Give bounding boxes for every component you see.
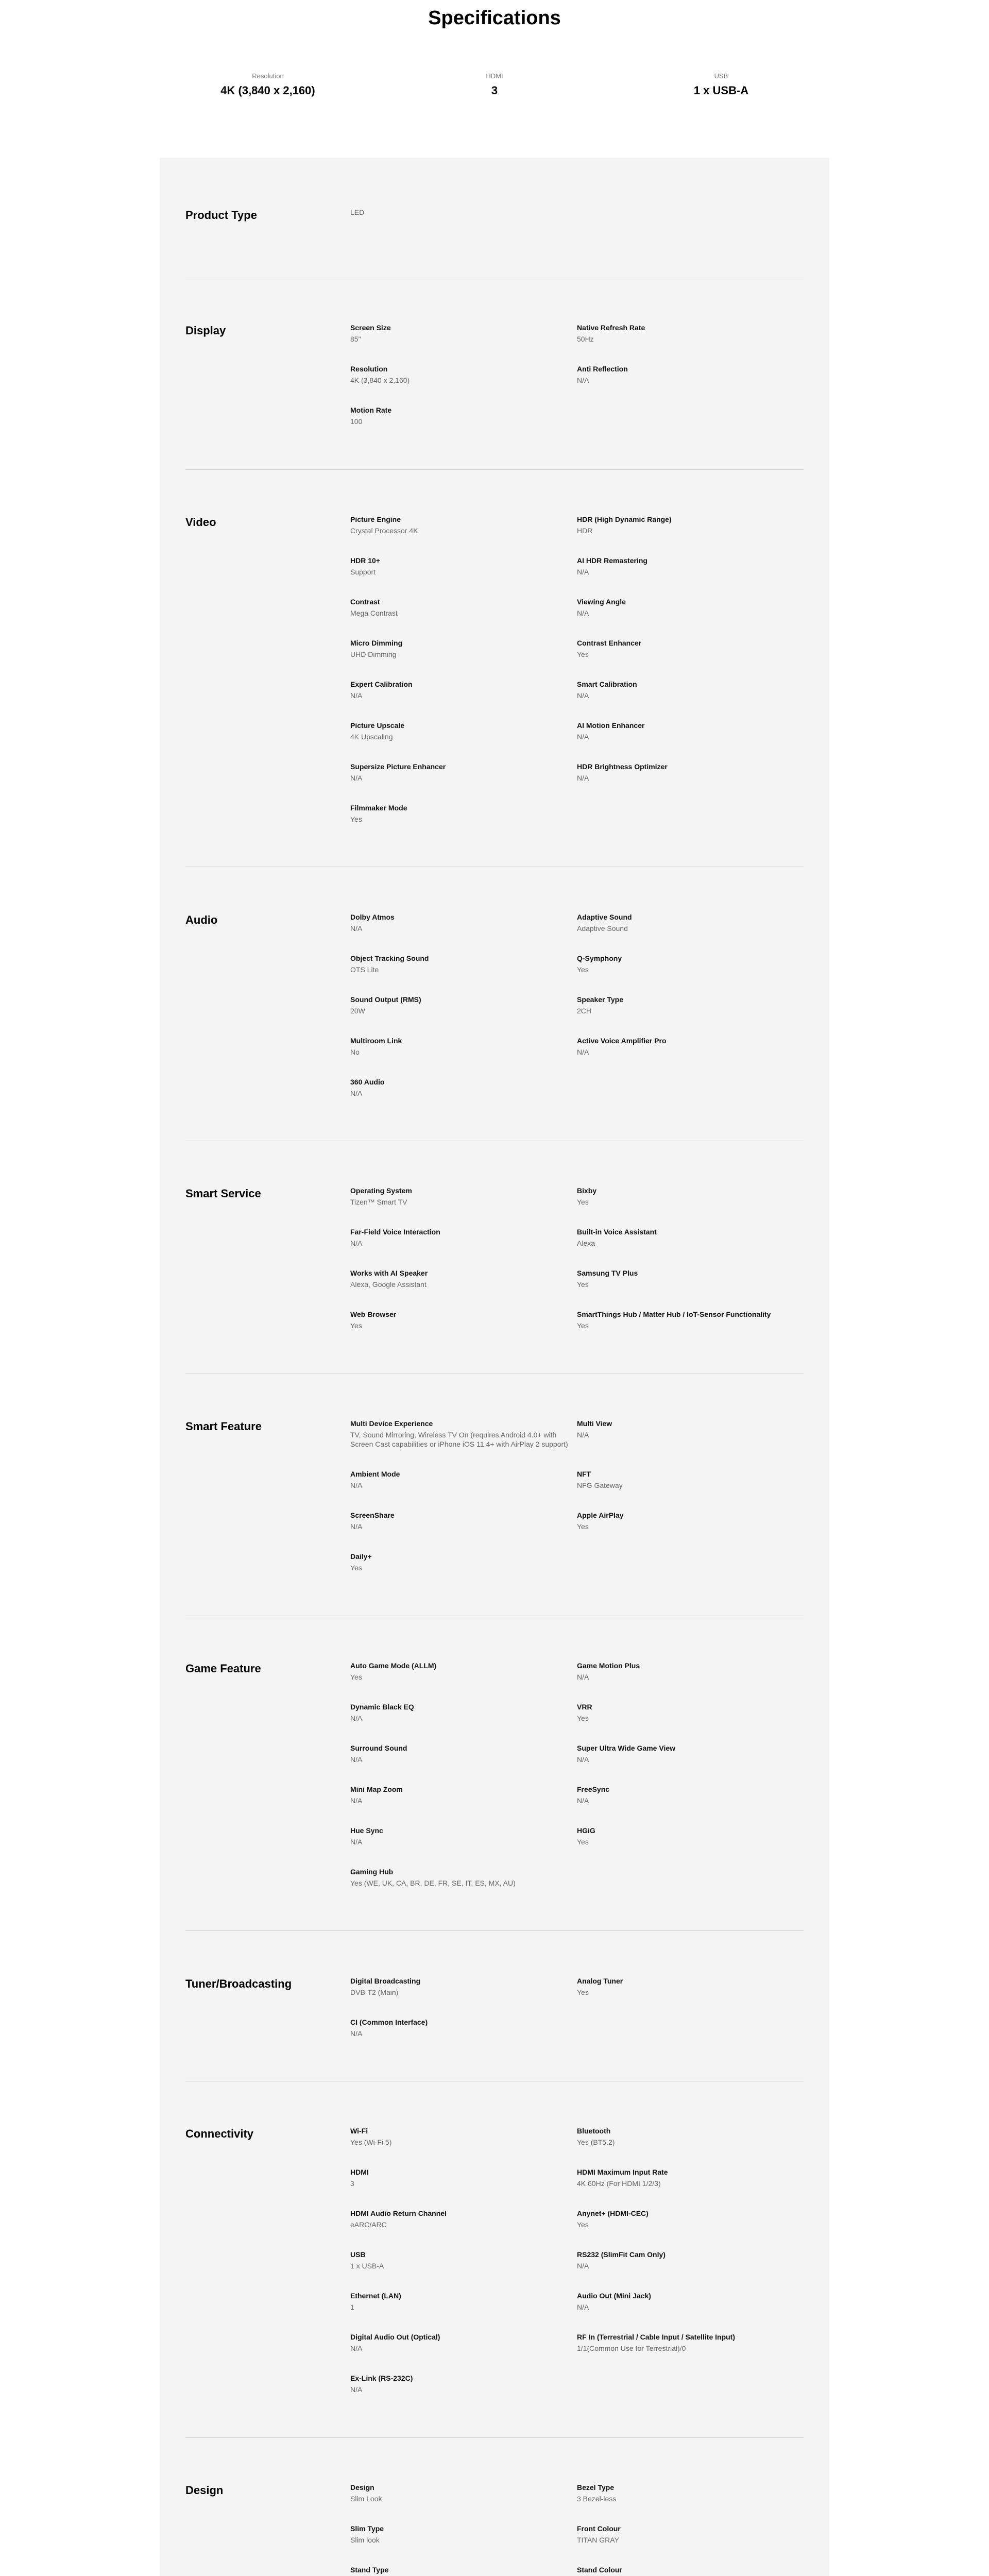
spec-value: HDR xyxy=(577,526,593,535)
spec-value: Slim Look xyxy=(350,2495,382,2503)
spec-value: Alexa xyxy=(577,1239,595,1248)
spec-value: N/A xyxy=(577,608,589,617)
spec-value: Yes xyxy=(577,1198,589,1207)
spec-item xyxy=(577,1743,804,1764)
spec-value: 50Hz xyxy=(577,335,594,344)
spec-grid xyxy=(350,515,804,824)
spec-name: Motion Rate xyxy=(350,406,392,415)
spec-name: HDR Brightness Optimizer xyxy=(577,762,668,771)
spec-value: 1 xyxy=(350,2303,354,2312)
spec-item xyxy=(350,1227,577,1248)
spec-value: 1 x USB-A xyxy=(350,2262,384,2270)
spec-item xyxy=(577,1186,804,1207)
spec-name: Super Ultra Wide Game View xyxy=(577,1743,676,1752)
spec-name: Surround Sound xyxy=(350,1743,407,1752)
spec-item xyxy=(577,1785,804,1805)
spec-grid xyxy=(350,1661,804,1888)
spec-section-game-feature xyxy=(185,1616,804,1931)
spec-value: 4K (3,840 x 2,160) xyxy=(350,376,410,385)
spec-item xyxy=(350,2565,577,2576)
spec-value: N/A xyxy=(577,773,589,782)
spec-item xyxy=(577,515,804,535)
spec-item xyxy=(577,638,804,659)
spec-name: Front Colour xyxy=(577,2524,621,2533)
spec-grid xyxy=(350,2483,804,2576)
page-title: Specifications xyxy=(428,7,561,29)
spec-name: Viewing Angle xyxy=(577,597,626,606)
spec-name: Multiroom Link xyxy=(350,1036,402,1045)
spec-item xyxy=(577,1702,804,1723)
spec-value: OTS Lite xyxy=(350,965,379,974)
spec-value: N/A xyxy=(350,2029,363,2038)
spec-name: Screen Size xyxy=(350,324,391,332)
spec-name: CI (Common Interface) xyxy=(350,2018,428,2026)
spec-item xyxy=(577,2209,804,2229)
spec-name: Q-Symphony xyxy=(577,954,622,962)
spec-item xyxy=(577,2250,804,2270)
spec-name: HDR 10+ xyxy=(350,556,380,565)
spec-item xyxy=(350,2524,577,2545)
spec-value: N/A xyxy=(350,1837,363,1846)
spec-name: Dolby Atmos xyxy=(350,912,395,921)
section-title: Design xyxy=(185,2484,224,2497)
spec-name: Anynet+ (HDMI-CEC) xyxy=(577,2209,649,2218)
spec-item xyxy=(350,1077,577,1098)
spec-value: N/A xyxy=(350,1796,363,1805)
spec-name: HDR (High Dynamic Range) xyxy=(577,515,672,523)
spec-name: Hue Sync xyxy=(350,1826,383,1835)
spec-item xyxy=(350,208,577,222)
spec-name: Digital Broadcasting xyxy=(350,1976,421,1985)
spec-name: Built-in Voice Assistant xyxy=(577,1228,657,1236)
spec-value: N/A xyxy=(577,567,589,576)
spec-value: Adaptive Sound xyxy=(577,924,628,933)
summary-item-hdmi xyxy=(381,72,608,124)
spec-value: 4K Upscaling xyxy=(350,732,393,741)
spec-value: N/A xyxy=(350,1481,363,1490)
spec-name: Anti Reflection xyxy=(577,365,628,374)
spec-name: ScreenShare xyxy=(350,1511,395,1520)
spec-item xyxy=(577,1227,804,1248)
spec-grid xyxy=(350,1186,804,1330)
spec-item xyxy=(350,1511,577,1531)
spec-value: NFG Gateway xyxy=(577,1481,623,1490)
spec-item xyxy=(577,1511,804,1531)
spec-item xyxy=(350,1785,577,1805)
spec-item xyxy=(350,1268,577,1289)
spec-value: Mega Contrast xyxy=(350,608,398,617)
spec-value: Yes xyxy=(577,650,589,658)
spec-name: Supersize Picture Enhancer xyxy=(350,762,446,771)
spec-name: Ex-Link (RS-232C) xyxy=(350,2374,413,2383)
spec-item xyxy=(577,1036,804,1057)
spec-name: Adaptive Sound xyxy=(577,912,632,921)
spec-item xyxy=(350,912,577,933)
spec-grid xyxy=(350,1419,804,1572)
spec-name: Contrast Enhancer xyxy=(577,638,642,647)
spec-name: Daily+ xyxy=(350,1552,372,1561)
spec-item xyxy=(577,2565,804,2576)
spec-name: Ethernet (LAN) xyxy=(350,2292,401,2300)
spec-name: Speaker Type xyxy=(577,995,624,1004)
summary-label: HDMI xyxy=(486,72,503,80)
spec-name: Filmmaker Mode xyxy=(350,803,407,812)
spec-value: N/A xyxy=(350,1522,363,1531)
spec-value: 3 Bezel-less xyxy=(577,2495,617,2503)
spec-item xyxy=(577,323,804,344)
spec-name: Stand Colour xyxy=(577,2566,622,2574)
spec-section-tuner-broadcasting xyxy=(185,1931,804,2081)
spec-name: Native Refresh Rate xyxy=(577,324,645,332)
spec-value: DVB-T2 (Main) xyxy=(350,1988,399,1996)
spec-value: Yes xyxy=(577,2221,589,2229)
spec-value: N/A xyxy=(577,1672,589,1681)
spec-value: N/A xyxy=(577,1796,589,1805)
spec-value: No xyxy=(350,1047,360,1056)
spec-value: TV, Sound Mirroring, Wireless TV On (requires Android 4.0+ with Screen Cast capabilities or iPhone iOS 11.4+ with AirPlay 2 support) xyxy=(350,1431,568,1449)
section-title: Smart Feature xyxy=(185,1420,262,1433)
spec-value: N/A xyxy=(577,691,589,700)
spec-item xyxy=(350,803,577,824)
spec-item xyxy=(350,680,577,700)
spec-value: Yes xyxy=(350,1564,362,1572)
spec-item xyxy=(350,2167,577,2188)
spec-section-smart-feature xyxy=(185,1374,804,1616)
spec-name: Wi-Fi xyxy=(350,2127,368,2136)
section-title: Connectivity xyxy=(185,2127,254,2141)
spec-item xyxy=(350,995,577,1015)
spec-item xyxy=(350,2483,577,2503)
section-title: Video xyxy=(185,515,216,529)
spec-value: Alexa, Google Assistant xyxy=(350,1280,427,1289)
spec-value: N/A xyxy=(350,1239,363,1248)
spec-name: Multi View xyxy=(577,1419,612,1428)
spec-value: Yes xyxy=(350,1672,362,1681)
spec-name: Bixby xyxy=(577,1187,597,1195)
spec-grid xyxy=(350,323,804,426)
spec-name: SmartThings Hub / Matter Hub / IoT-Sensor Functionality xyxy=(577,1310,771,1319)
spec-item xyxy=(350,954,577,974)
spec-item xyxy=(577,2167,804,2188)
spec-item xyxy=(577,1469,804,1490)
spec-value: N/A xyxy=(350,2385,363,2394)
spec-name: Active Voice Amplifier Pro xyxy=(577,1036,667,1045)
spec-item xyxy=(350,638,577,659)
spec-value: N/A xyxy=(577,2303,589,2312)
spec-value: 1/1(Common Use for Terrestrial)/0 xyxy=(577,2344,686,2353)
spec-value: 20W xyxy=(350,1006,365,1015)
spec-name: Design xyxy=(350,2483,374,2492)
spec-value: N/A xyxy=(577,2262,589,2270)
spec-value: Yes xyxy=(350,815,362,823)
spec-value: Crystal Processor 4K xyxy=(350,526,418,535)
spec-value: Yes xyxy=(577,1280,589,1289)
spec-value: Yes (WE, UK, CA, BR, DE, FR, SE, IT, ES, MX, AU) xyxy=(350,1878,516,1887)
spec-name: USB xyxy=(350,2250,366,2259)
spec-name: Mini Map Zoom xyxy=(350,1785,403,1793)
spec-value: N/A xyxy=(577,1047,589,1056)
summary-value: 1 x USB-A xyxy=(693,84,749,97)
spec-name: HDMI Maximum Input Rate xyxy=(577,2168,668,2177)
spec-item xyxy=(350,1702,577,1723)
spec-value: TITAN GRAY xyxy=(577,2536,619,2545)
spec-item xyxy=(350,1661,577,1682)
spec-item xyxy=(350,556,577,577)
spec-item xyxy=(577,556,804,577)
spec-name: Micro Dimming xyxy=(350,638,403,647)
spec-name: Contrast xyxy=(350,597,380,606)
spec-item xyxy=(350,1826,577,1846)
spec-item xyxy=(350,1419,577,1449)
spec-value: 100 xyxy=(350,417,363,426)
spec-item xyxy=(350,1743,577,1764)
spec-item xyxy=(350,1469,577,1490)
spec-value: N/A xyxy=(577,1755,589,1764)
spec-value: N/A xyxy=(577,376,589,385)
spec-value: Yes xyxy=(577,1321,589,1330)
spec-value: Yes xyxy=(577,1522,589,1531)
spec-name: Works with AI Speaker xyxy=(350,1269,428,1278)
spec-grid xyxy=(350,912,804,1098)
spec-name: AI Motion Enhancer xyxy=(577,721,645,730)
spec-name: Operating System xyxy=(350,1187,412,1195)
spec-item xyxy=(350,2291,577,2312)
spec-name: NFT xyxy=(577,1470,591,1479)
spec-name: Dynamic Black EQ xyxy=(350,1702,414,1711)
section-title: Product Type xyxy=(185,209,257,222)
spec-item xyxy=(350,721,577,741)
spec-item xyxy=(350,597,577,618)
spec-item xyxy=(350,1552,577,1572)
spec-name: Analog Tuner xyxy=(577,1976,623,1985)
spec-section-product-type xyxy=(185,158,804,278)
spec-name: Picture Engine xyxy=(350,515,401,523)
spec-name: Gaming Hub xyxy=(350,1867,394,1876)
spec-value: 3 xyxy=(350,2179,354,2188)
section-title: Audio xyxy=(185,913,218,926)
spec-item xyxy=(350,1186,577,1207)
spec-item xyxy=(577,364,804,385)
spec-name: Audio Out (Mini Jack) xyxy=(577,2292,651,2300)
specifications-panel xyxy=(160,158,829,2576)
spec-item xyxy=(350,2018,577,2038)
spec-value: LED xyxy=(350,208,365,217)
spec-name: Web Browser xyxy=(350,1310,397,1319)
spec-item xyxy=(350,323,577,344)
spec-item xyxy=(350,1036,577,1057)
spec-section-video xyxy=(185,470,804,868)
spec-value: N/A xyxy=(350,691,363,700)
spec-value: N/A xyxy=(350,1755,363,1764)
spec-name: Resolution xyxy=(350,365,388,374)
spec-name: Expert Calibration xyxy=(350,680,413,688)
spec-section-audio xyxy=(185,867,804,1141)
spec-value: Yes (Wi-Fi 5) xyxy=(350,2138,392,2147)
summary-item-resolution xyxy=(155,72,381,124)
spec-item xyxy=(350,762,577,783)
spec-item xyxy=(350,405,577,426)
key-specs-summary xyxy=(0,72,989,124)
spec-value: Yes xyxy=(577,1988,589,1996)
spec-name: Bezel Type xyxy=(577,2483,615,2492)
spec-item xyxy=(577,954,804,974)
spec-name: Bluetooth xyxy=(577,2127,611,2136)
spec-value: N/A xyxy=(350,1089,363,1097)
spec-item xyxy=(350,2250,577,2270)
spec-value: Yes xyxy=(577,1837,589,1846)
summary-value: 4K (3,840 x 2,160) xyxy=(220,84,315,97)
spec-section-design xyxy=(185,2438,804,2576)
spec-name: Sound Output (RMS) xyxy=(350,995,421,1004)
spec-name: RS232 (SlimFit Cam Only) xyxy=(577,2250,666,2259)
spec-item xyxy=(577,2126,804,2147)
section-title: Smart Service xyxy=(185,1187,261,1200)
spec-name: Object Tracking Sound xyxy=(350,954,429,962)
spec-item xyxy=(577,912,804,933)
section-title: Display xyxy=(185,324,226,337)
spec-item xyxy=(577,1976,804,1997)
spec-value: N/A xyxy=(350,2344,363,2353)
spec-item xyxy=(577,2291,804,2312)
section-title: Tuner/Broadcasting xyxy=(185,1977,292,1990)
spec-value: Support xyxy=(350,567,376,576)
spec-name: Smart Calibration xyxy=(577,680,637,688)
spec-value: N/A xyxy=(577,732,589,741)
spec-item xyxy=(577,1419,804,1449)
spec-value: 4K 60Hz (For HDMI 1/2/3) xyxy=(577,2179,661,2188)
spec-value: 85" xyxy=(350,335,361,344)
spec-item xyxy=(350,1867,577,1888)
summary-value: 3 xyxy=(491,84,498,97)
spec-item xyxy=(577,1310,804,1330)
spec-item xyxy=(577,721,804,741)
summary-label: Resolution xyxy=(252,72,284,80)
spec-value: Tizen™ Smart TV xyxy=(350,1198,407,1207)
spec-name: Stand Type xyxy=(350,2566,389,2574)
spec-value: Yes xyxy=(350,1321,362,1330)
spec-grid xyxy=(350,1976,804,2038)
spec-grid xyxy=(350,208,804,222)
spec-value: N/A xyxy=(350,1714,363,1722)
spec-name: Game Motion Plus xyxy=(577,1661,640,1670)
spec-value: N/A xyxy=(350,773,363,782)
spec-value: N/A xyxy=(577,1431,589,1439)
spec-item xyxy=(577,2332,804,2353)
spec-item xyxy=(577,762,804,783)
spec-section-display xyxy=(185,278,804,470)
spec-name: Samsung TV Plus xyxy=(577,1269,638,1278)
spec-item xyxy=(350,2374,577,2394)
spec-value: Yes (BT5.2) xyxy=(577,2138,615,2147)
spec-name: Digital Audio Out (Optical) xyxy=(350,2333,440,2342)
spec-name: HDMI Audio Return Channel xyxy=(350,2209,447,2218)
spec-grid xyxy=(350,2126,804,2394)
spec-name: FreeSync xyxy=(577,1785,610,1793)
spec-name: Far-Field Voice Interaction xyxy=(350,1228,440,1236)
spec-section-connectivity xyxy=(185,2081,804,2438)
spec-item xyxy=(350,1976,577,1997)
spec-name: HGiG xyxy=(577,1826,595,1835)
spec-item xyxy=(350,2126,577,2147)
spec-value: 2CH xyxy=(577,1006,592,1015)
spec-value: eARC/ARC xyxy=(350,2221,387,2229)
spec-item xyxy=(577,995,804,1015)
spec-sections xyxy=(160,158,829,2576)
spec-item xyxy=(577,1661,804,1682)
spec-name: 360 Audio xyxy=(350,1077,385,1086)
spec-name: Slim Type xyxy=(350,2524,384,2533)
spec-value: UHD Dimming xyxy=(350,650,397,658)
spec-value: Slim look xyxy=(350,2536,380,2545)
spec-value: Yes xyxy=(577,1714,589,1722)
spec-item xyxy=(577,680,804,700)
spec-name: Picture Upscale xyxy=(350,721,405,730)
spec-item xyxy=(577,2483,804,2503)
spec-item xyxy=(577,1826,804,1846)
spec-name: Auto Game Mode (ALLM) xyxy=(350,1661,437,1670)
spec-item xyxy=(577,2524,804,2545)
spec-item xyxy=(577,1268,804,1289)
spec-name: VRR xyxy=(577,1702,592,1711)
spec-item xyxy=(350,364,577,385)
spec-section-smart-service xyxy=(185,1141,804,1374)
spec-value: Yes xyxy=(577,965,589,974)
spec-name: RF In (Terrestrial / Cable Input / Satellite Input) xyxy=(577,2333,735,2342)
spec-item xyxy=(350,2209,577,2229)
spec-value: N/A xyxy=(350,924,363,933)
spec-item xyxy=(350,2332,577,2353)
spec-name: AI HDR Remastering xyxy=(577,556,647,565)
spec-name: Ambient Mode xyxy=(350,1470,400,1479)
spec-item xyxy=(577,597,804,618)
spec-name: Multi Device Experience xyxy=(350,1419,433,1428)
spec-name: Apple AirPlay xyxy=(577,1511,624,1520)
summary-label: USB xyxy=(714,72,728,80)
summary-item-usb xyxy=(608,72,834,124)
spec-name: HDMI xyxy=(350,2168,369,2177)
spec-item xyxy=(350,1310,577,1330)
spec-item xyxy=(350,515,577,535)
section-title: Game Feature xyxy=(185,1662,261,1675)
